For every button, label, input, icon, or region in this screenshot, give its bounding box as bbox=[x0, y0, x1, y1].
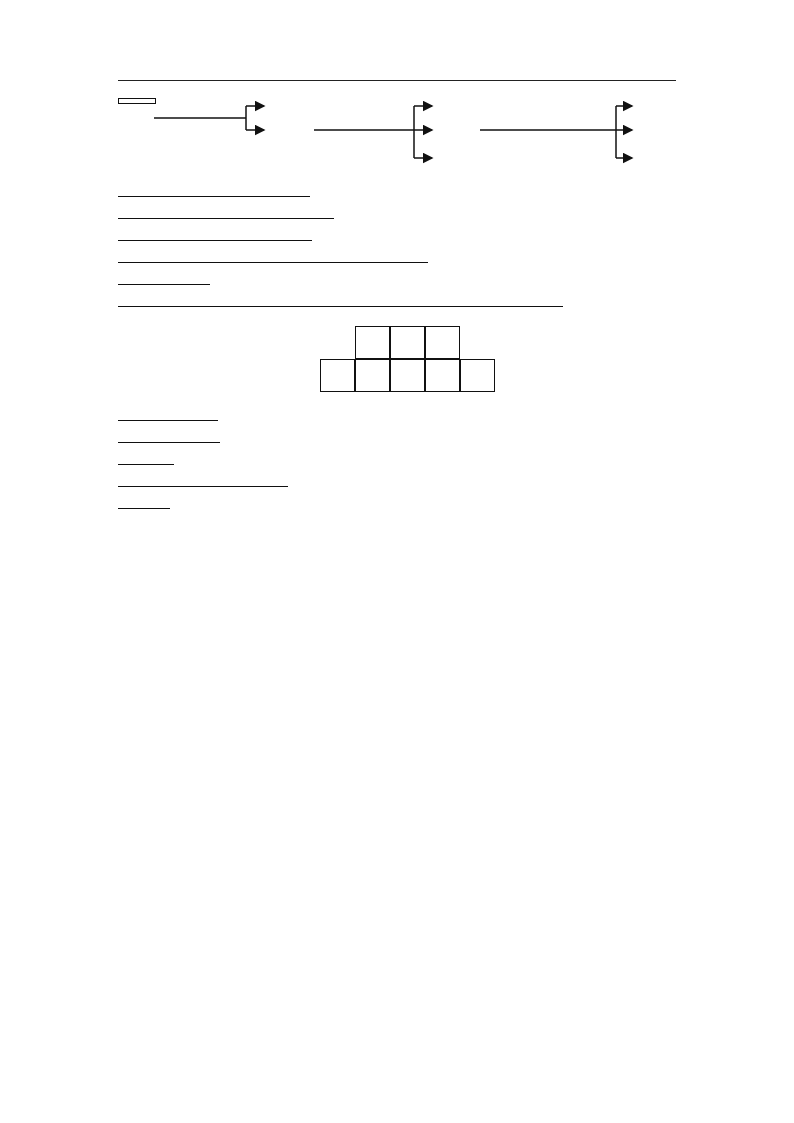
cell-d bbox=[390, 359, 425, 392]
q28-p5-line1 bbox=[118, 494, 678, 516]
cell-e bbox=[460, 359, 495, 392]
q27-p3-line3 bbox=[118, 248, 678, 270]
cell-empty bbox=[425, 359, 460, 392]
site-logo-watermark bbox=[610, 1029, 780, 1109]
cell-a bbox=[355, 326, 390, 359]
answer-blank[interactable] bbox=[118, 472, 288, 487]
answer-blank[interactable] bbox=[118, 406, 168, 421]
answer-blank[interactable] bbox=[118, 428, 168, 443]
answer-blank[interactable] bbox=[118, 204, 334, 219]
answer-blank[interactable] bbox=[118, 450, 174, 465]
cell-empty bbox=[390, 326, 425, 359]
answer-blank[interactable] bbox=[118, 248, 428, 263]
q28-p1 bbox=[118, 406, 678, 428]
answer-blank[interactable] bbox=[168, 406, 218, 421]
flowchart-arrows bbox=[118, 96, 678, 176]
header-rule bbox=[118, 80, 676, 81]
q28-p3 bbox=[118, 450, 678, 472]
cell-b bbox=[425, 326, 460, 359]
answer-blank[interactable] bbox=[118, 494, 170, 509]
cell-c bbox=[320, 359, 355, 392]
answer-blank[interactable] bbox=[168, 428, 220, 443]
answer-blank[interactable] bbox=[200, 182, 310, 197]
answer-blank[interactable] bbox=[118, 182, 200, 197]
q28-p2 bbox=[118, 428, 678, 450]
answer-blank[interactable] bbox=[118, 292, 563, 307]
answer-blank[interactable] bbox=[118, 226, 312, 241]
q28-p4 bbox=[118, 472, 678, 494]
cell-empty bbox=[355, 359, 390, 392]
experiment-flowchart bbox=[118, 96, 678, 176]
q27-p1-line2 bbox=[118, 182, 678, 204]
q27-p3-line2 bbox=[118, 226, 678, 248]
answer-blank[interactable] bbox=[118, 270, 210, 285]
sample-box bbox=[118, 98, 156, 104]
document-body bbox=[118, 90, 678, 516]
q27-p5-line3 bbox=[118, 292, 678, 314]
q27-p2 bbox=[118, 204, 678, 226]
q27-p4 bbox=[118, 270, 678, 292]
periodic-table-fragment bbox=[118, 326, 678, 396]
